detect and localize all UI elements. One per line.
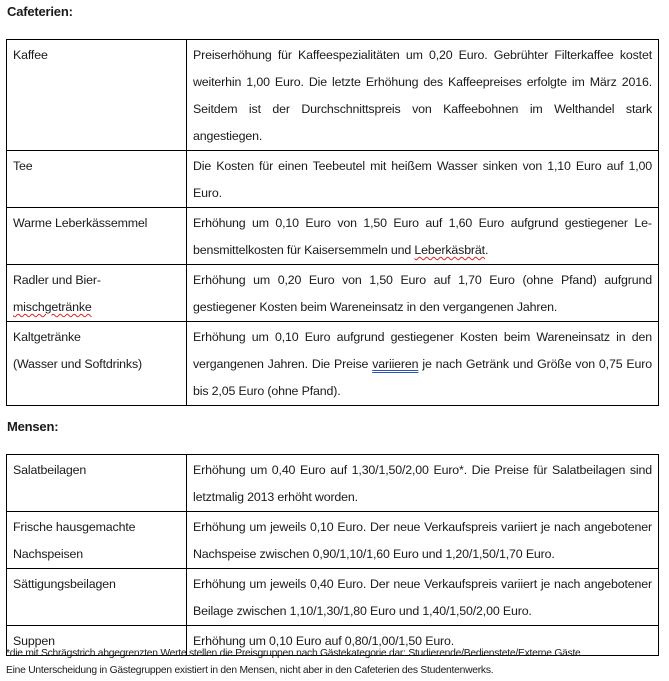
item-description: Erhöhung um jeweils 0,10 Euro. Der neue Verkaufspreis variiert je nach angebotener Nachspeise zwischen 0,90/1,10/1,60 Euro und 1,20/1,50/1,70 Euro. (187, 512, 659, 569)
item-description (187, 208, 659, 265)
table-row-salatbeilagen (7, 455, 659, 512)
spellcheck-flagged-word[interactable]: mischgetränke (13, 300, 92, 314)
item-description: Erhöhung um 0,40 Euro auf 1,30/1,50/2,00 Euro*. Die Preise für Salatbeilagen sind letztmalig 2013 erhöht worden. (187, 455, 659, 512)
item-name: Warme Leberkässemmel (7, 208, 187, 265)
table-row-radler (7, 265, 659, 322)
item-name (7, 322, 187, 406)
table-row-tee (7, 151, 659, 208)
table-row-nachspeisen (7, 512, 659, 569)
item-name: Suppen (7, 626, 187, 656)
table-row-saettigungsbeilagen (7, 569, 659, 626)
description-text: . (484, 243, 489, 257)
item-name-line: Nachspeisen (13, 547, 83, 561)
description-text: je nach Getränk und Größe von 0,75 Euro bis 2,05 Euro (ohne Pfand). (193, 357, 652, 398)
description-text: Erhöhung um 0,10 Euro aufgrund gestiegener Kosten beim Wareneinsatz in den vergangenen Jahren. Die Preise (193, 330, 652, 371)
item-name: Salatbeilagen (7, 455, 187, 512)
footnote-line: Eine Unterscheidung in Gästegruppen existiert in den Mensen, nicht aber in den Cafeterien des Studentenwerks. (6, 664, 494, 676)
item-name (7, 265, 187, 322)
description-text: Erhöhung um 0,10 Euro von 1,50 Euro auf 1,60 Euro aufgrund gestiegener Lebensmittelkosten für Kaisersemmeln und (193, 216, 652, 257)
item-description: Erhöhung um jeweils 0,40 Euro. Der neue Verkaufspreis variiert je nach angebotener Beilage zwischen 1,10/1,30/1,80 Euro und 1,40/1,50/2,00 Euro. (187, 569, 659, 626)
item-description: Erhöhung um 0,10 Euro auf 0,80/1,00/1,50 Euro. (187, 626, 659, 656)
spellcheck-flagged-word[interactable]: Leberkäsbrät (414, 243, 485, 257)
section-heading-cafeterien: Cafeterien: (7, 4, 73, 19)
item-description (187, 322, 659, 406)
item-name-line: Radler und Bier- (13, 273, 101, 287)
mensen-price-table (6, 454, 659, 656)
section-heading-mensen: Mensen: (7, 419, 59, 434)
item-name-line: (Wasser und Softdrinks) (13, 357, 142, 371)
table-row-kaffee (7, 40, 659, 151)
item-description: Erhöhung um 0,20 Euro von 1,50 Euro auf 1,70 Euro (ohne Pfand) aufgrund gestiegener Kosten beim Wareneinsatz in den vergangenen Jahren. (187, 265, 659, 322)
item-description: Preiserhöhung für Kaffeespezialitäten um 0,20 Euro. Gebrühter Filterkaffee kostet weiterhin 1,00 Euro. Die letzte Erhöhung des Kaffeepreises erfolgte im März 2016. Seitdem ist der Durchschnittspreis von Kaffeebohnen im Welthandel stark angestiegen. (187, 40, 659, 151)
footnote (6, 646, 669, 679)
item-name (7, 512, 187, 569)
item-name: Tee (7, 151, 187, 208)
item-name-line: Kaltgetränke (13, 330, 81, 344)
footnote-line: *die mit Schrägstrich abgegrenzten Werte stellen die Preisgruppen nach Gästekategorie dar: Studierende/Bedienstete/Externe Gäste. (6, 648, 584, 659)
table-row-leberkaessemmel (7, 208, 659, 265)
grammar-flagged-word[interactable]: variieren (372, 357, 419, 371)
item-name-line: Frische hausgemachte (13, 520, 136, 534)
item-name: Sättigungsbeilagen (7, 569, 187, 626)
table-row-kaltgetraenke (7, 322, 659, 406)
cafeterien-price-table (6, 39, 659, 406)
item-name: Kaffee (7, 40, 187, 151)
item-description: Die Kosten für einen Teebeutel mit heißem Wasser sinken von 1,10 Euro auf 1,00 Euro. (187, 151, 659, 208)
